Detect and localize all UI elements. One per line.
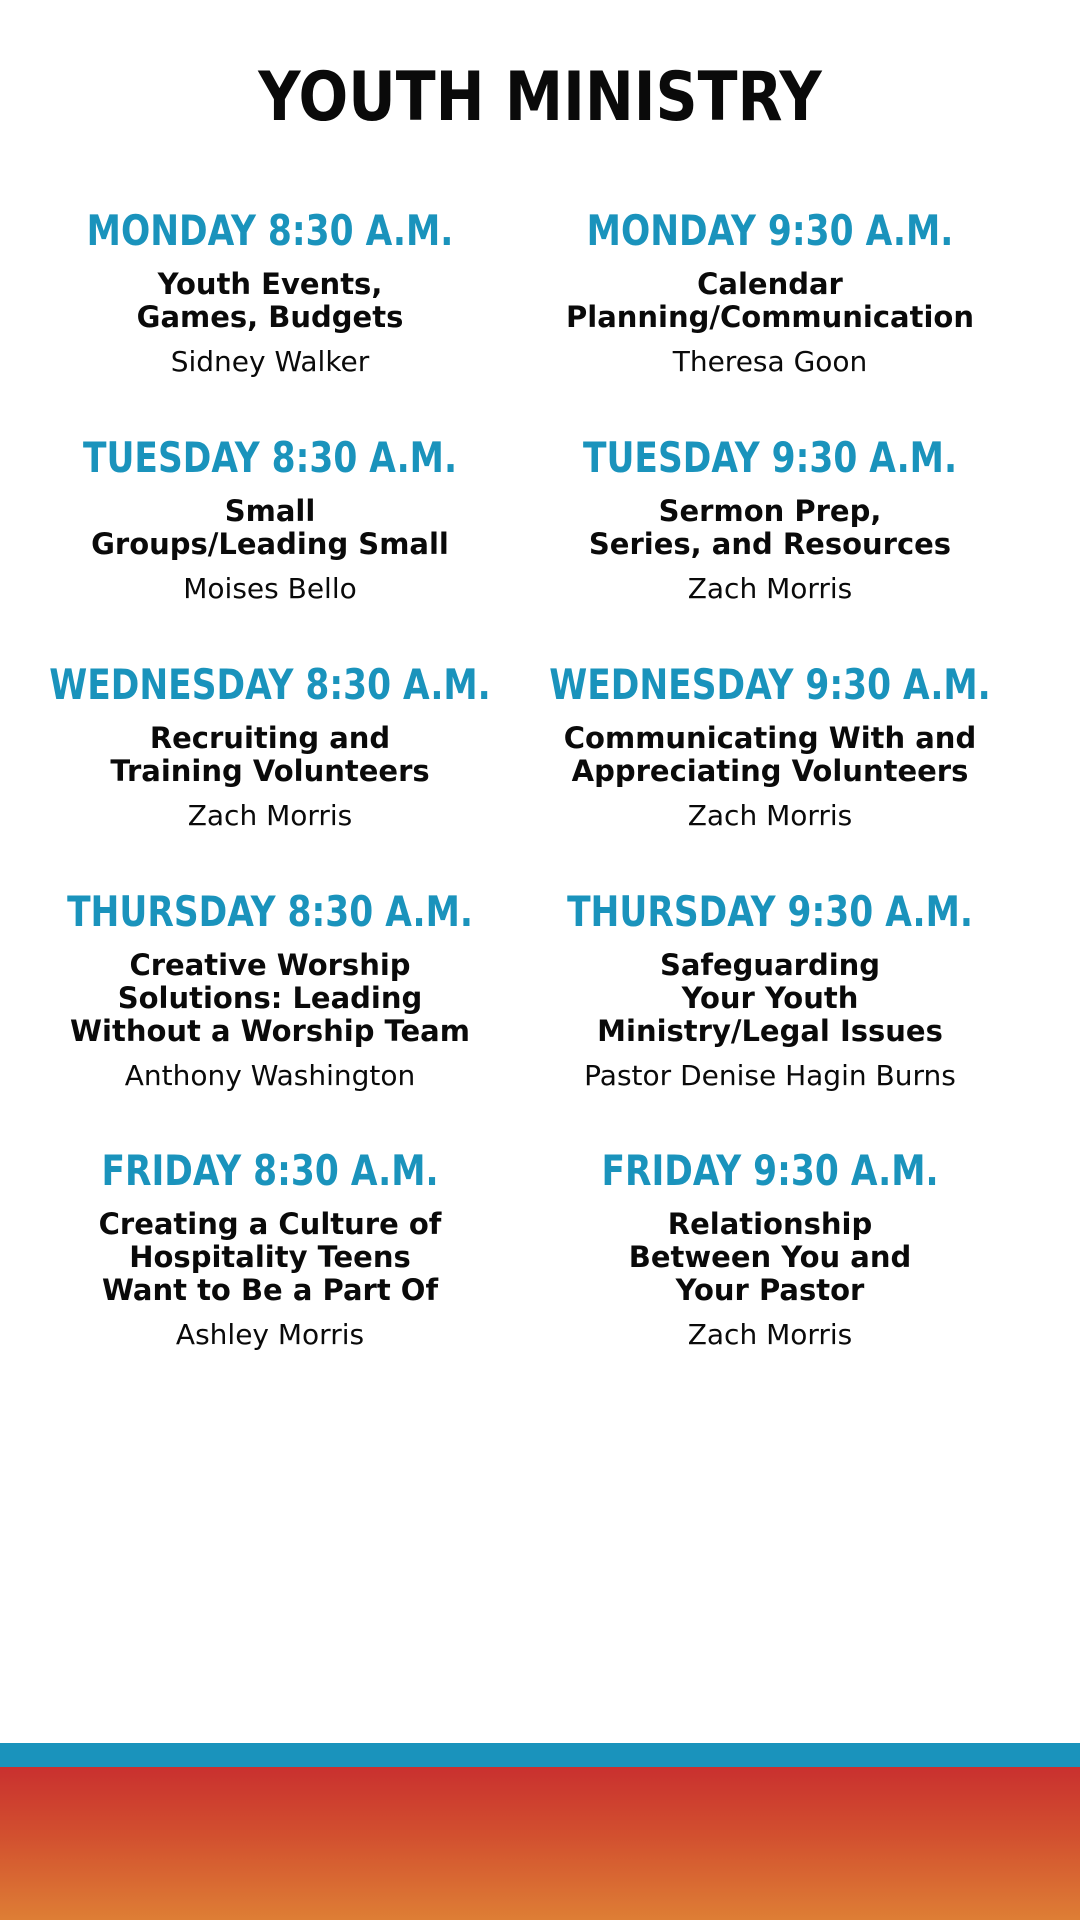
session-speaker: Zach Morris: [687, 1318, 853, 1351]
session-speaker: Zach Morris: [687, 572, 853, 605]
footer-gradient-band: [0, 1767, 1080, 1920]
session-time: TUESDAY 9:30 A.M.: [582, 433, 958, 482]
session-friday-830: [0, 1146, 540, 1352]
session-topic: Communicating With and Appreciating Volunteers: [563, 721, 977, 788]
session-time: MONDAY 8:30 A.M.: [86, 206, 454, 255]
session-topic: Recruiting and Training Volunteers: [110, 721, 430, 788]
session-topic: Creative Worship Solutions: Leading Without a Worship Team: [70, 948, 470, 1048]
session-monday-930: [500, 206, 1040, 379]
session-topic: Sermon Prep, Series, and Resources: [588, 494, 952, 561]
session-time: THURSDAY 9:30 A.M.: [567, 887, 973, 936]
session-topic: Youth Events, Games, Budgets: [136, 267, 404, 334]
session-wednesday-830: [0, 660, 540, 833]
session-thursday-830: [0, 887, 540, 1093]
session-time: MONDAY 9:30 A.M.: [586, 206, 954, 255]
session-speaker: Zach Morris: [187, 799, 353, 832]
session-tuesday-830: [0, 433, 540, 606]
session-speaker: Ashley Morris: [175, 1318, 365, 1351]
session-time: FRIDAY 9:30 A.M.: [601, 1146, 939, 1195]
session-time: WEDNESDAY 8:30 A.M.: [49, 660, 491, 709]
session-monday-830: [0, 206, 540, 379]
session-speaker: Moises Bello: [183, 572, 357, 605]
session-speaker: Sidney Walker: [170, 345, 370, 378]
session-topic: Creating a Culture of Hospitality Teens Want to Be a Part Of: [98, 1207, 442, 1307]
session-speaker: Theresa Goon: [672, 345, 868, 378]
session-time: FRIDAY 8:30 A.M.: [101, 1146, 439, 1195]
page-title: YOUTH MINISTRY: [258, 58, 822, 137]
session-tuesday-930: [500, 433, 1040, 606]
session-topic: Small Groups/Leading Small: [91, 494, 449, 561]
session-speaker: Pastor Denise Hagin Burns: [584, 1059, 956, 1092]
session-time: TUESDAY 8:30 A.M.: [82, 433, 458, 482]
session-topic: Safeguarding Your Youth Ministry/Legal Issues: [597, 948, 943, 1048]
session-friday-930: [500, 1146, 1040, 1352]
session-time: THURSDAY 8:30 A.M.: [67, 887, 473, 936]
session-speaker: Anthony Washington: [124, 1059, 416, 1092]
session-speaker: Zach Morris: [687, 799, 853, 832]
session-wednesday-930: [500, 660, 1040, 833]
session-topic: Relationship Between You and Your Pastor: [628, 1207, 912, 1307]
session-time: WEDNESDAY 9:30 A.M.: [549, 660, 991, 709]
footer-blue-band: [0, 1743, 1080, 1767]
session-thursday-930: [500, 887, 1040, 1093]
session-topic: Calendar Planning/Communication: [566, 267, 974, 334]
